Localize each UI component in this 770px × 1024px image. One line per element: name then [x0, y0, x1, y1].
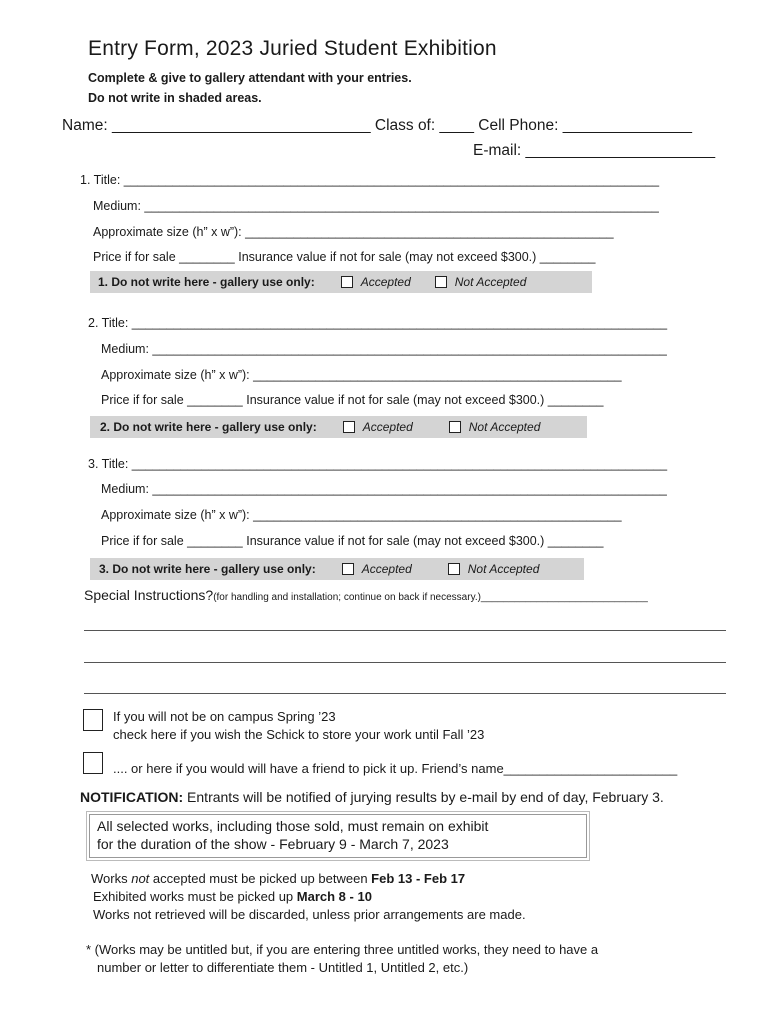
entry-3-medium-line[interactable]: Medium: __________________________________________________________________________	[101, 482, 667, 496]
entry-3-price-line[interactable]: Price if for sale ________ Insurance value if not for sale (may not exceed $300.) ________	[101, 534, 604, 548]
form-title: Entry Form, 2023 Juried Student Exhibition	[88, 37, 497, 60]
checkbox-icon	[342, 563, 354, 575]
notification-text: Entrants will be notified of jurying results by e-mail by end of day, February 3.	[183, 789, 664, 805]
special-instructions-line-1[interactable]	[84, 630, 726, 631]
checkbox-icon	[449, 421, 461, 433]
entry-3-gallery-use-area	[90, 558, 584, 580]
entry-1-medium-line[interactable]: Medium: __________________________________________________________________________	[93, 199, 659, 213]
footnote-line-1: * (Works may be untitled but, if you are entering three untitled works, they need to have a	[86, 942, 599, 957]
checkbox-icon	[343, 421, 355, 433]
pickup-exhibited: Exhibited works must be picked up March 8 - 10	[93, 889, 372, 904]
name-class-phone-row[interactable]: Name: ______________________________ Class of: ____ Cell Phone: __​_____________	[62, 117, 693, 134]
special-instructions-line-3[interactable]	[84, 693, 726, 694]
entry-3-not-accepted-option: Not Accepted	[448, 562, 540, 576]
checkbox-icon	[435, 276, 447, 288]
store-work-line-2: check here if you wish the Schick to store your work until Fall ’23	[113, 727, 485, 742]
emphasis-not: not	[131, 871, 150, 886]
checkbox-icon	[448, 563, 460, 575]
special-instructions-label: Special Instructions?	[84, 587, 214, 603]
entry-2-price-line[interactable]: Price if for sale ________ Insurance value if not for sale (may not exceed $300.) ________	[101, 393, 604, 407]
instruction-line-1: Complete & give to gallery attendant with your entries.	[88, 71, 412, 85]
checkbox-icon	[341, 276, 353, 288]
pickup-discard-note: Works not retrieved will be discarded, unless prior arrangements are made.	[93, 907, 526, 922]
entry-3-gallery-label: 3. Do not write here - gallery use only:	[99, 562, 316, 576]
friend-pickup-line[interactable]: .... or here if you would will have a friend to pick it up. Friend’s name________________________	[113, 761, 678, 776]
instruction-line-2: Do not write in shaded areas.	[88, 91, 262, 105]
entry-2-not-accepted-option: Not Accepted	[449, 420, 541, 434]
entry-3-accepted-option: Accepted	[342, 562, 412, 576]
pickup-not-accepted-dates: Feb 13 - Feb 17	[371, 871, 466, 886]
entry-3-title-line[interactable]: 3. Title: _____________________________________________________________________________	[88, 457, 668, 471]
footnote-line-2: number or letter to differentiate them - Untitled 1, Untitled 2, etc.)	[97, 960, 469, 975]
store-work-checkbox[interactable]	[83, 709, 103, 731]
pickup-not-accepted: Works not accepted must be picked up between Feb 13 - Feb 17	[91, 871, 466, 886]
entry-1-price-line[interactable]: Price if for sale ________ Insurance value if not for sale (may not exceed $300.) ________	[93, 250, 596, 264]
entry-2-gallery-label: 2. Do not write here - gallery use only:	[100, 420, 317, 434]
entry-1-gallery-use-area	[90, 271, 592, 293]
entry-2-medium-line[interactable]: Medium: __________________________________________________________________________	[101, 342, 667, 356]
exhibit-requirement-box	[89, 814, 587, 858]
special-instructions-line-2[interactable]	[84, 662, 726, 663]
exhibit-requirement-line-2: for the duration of the show - February 9 - March 7, 2023	[97, 836, 449, 852]
store-work-line-1: If you will not be on campus Spring ’23	[113, 709, 336, 724]
entry-2-size-line[interactable]: Approximate size (h” x w”): _____________________________________________________	[101, 368, 622, 382]
exhibit-requirement-line-1: All selected works, including those sold, must remain on exhibit	[97, 818, 489, 834]
friend-pickup-checkbox[interactable]	[83, 752, 103, 774]
notification	[80, 789, 664, 805]
special-instructions-note: (for handling and installation; continue on back if necessary.)______________________________	[213, 592, 648, 603]
email-row[interactable]: E-mail: ______________________	[473, 142, 716, 159]
entry-1-not-accepted-option: Not Accepted	[435, 275, 527, 289]
entry-1-accepted-option: Accepted	[341, 275, 411, 289]
entry-1-title-line[interactable]: 1. Title: _____________________________________________________________________________	[80, 173, 660, 187]
entry-1-gallery-label: 1. Do not write here - gallery use only:	[98, 275, 315, 289]
entry-2-title-line[interactable]: 2. Title: _____________________________________________________________________________	[88, 316, 668, 330]
entry-2-accepted-option: Accepted	[343, 420, 413, 434]
entry-2-gallery-use-area	[90, 416, 587, 438]
special-instructions[interactable]	[84, 587, 648, 603]
notification-label: NOTIFICATION:	[80, 789, 184, 805]
entry-1-size-line[interactable]: Approximate size (h” x w”): _____________________________________________________	[93, 225, 614, 239]
entry-3-size-line[interactable]: Approximate size (h” x w”): _____________________________________________________	[101, 508, 622, 522]
pickup-exhibited-dates: March 8 - 10	[296, 889, 372, 904]
